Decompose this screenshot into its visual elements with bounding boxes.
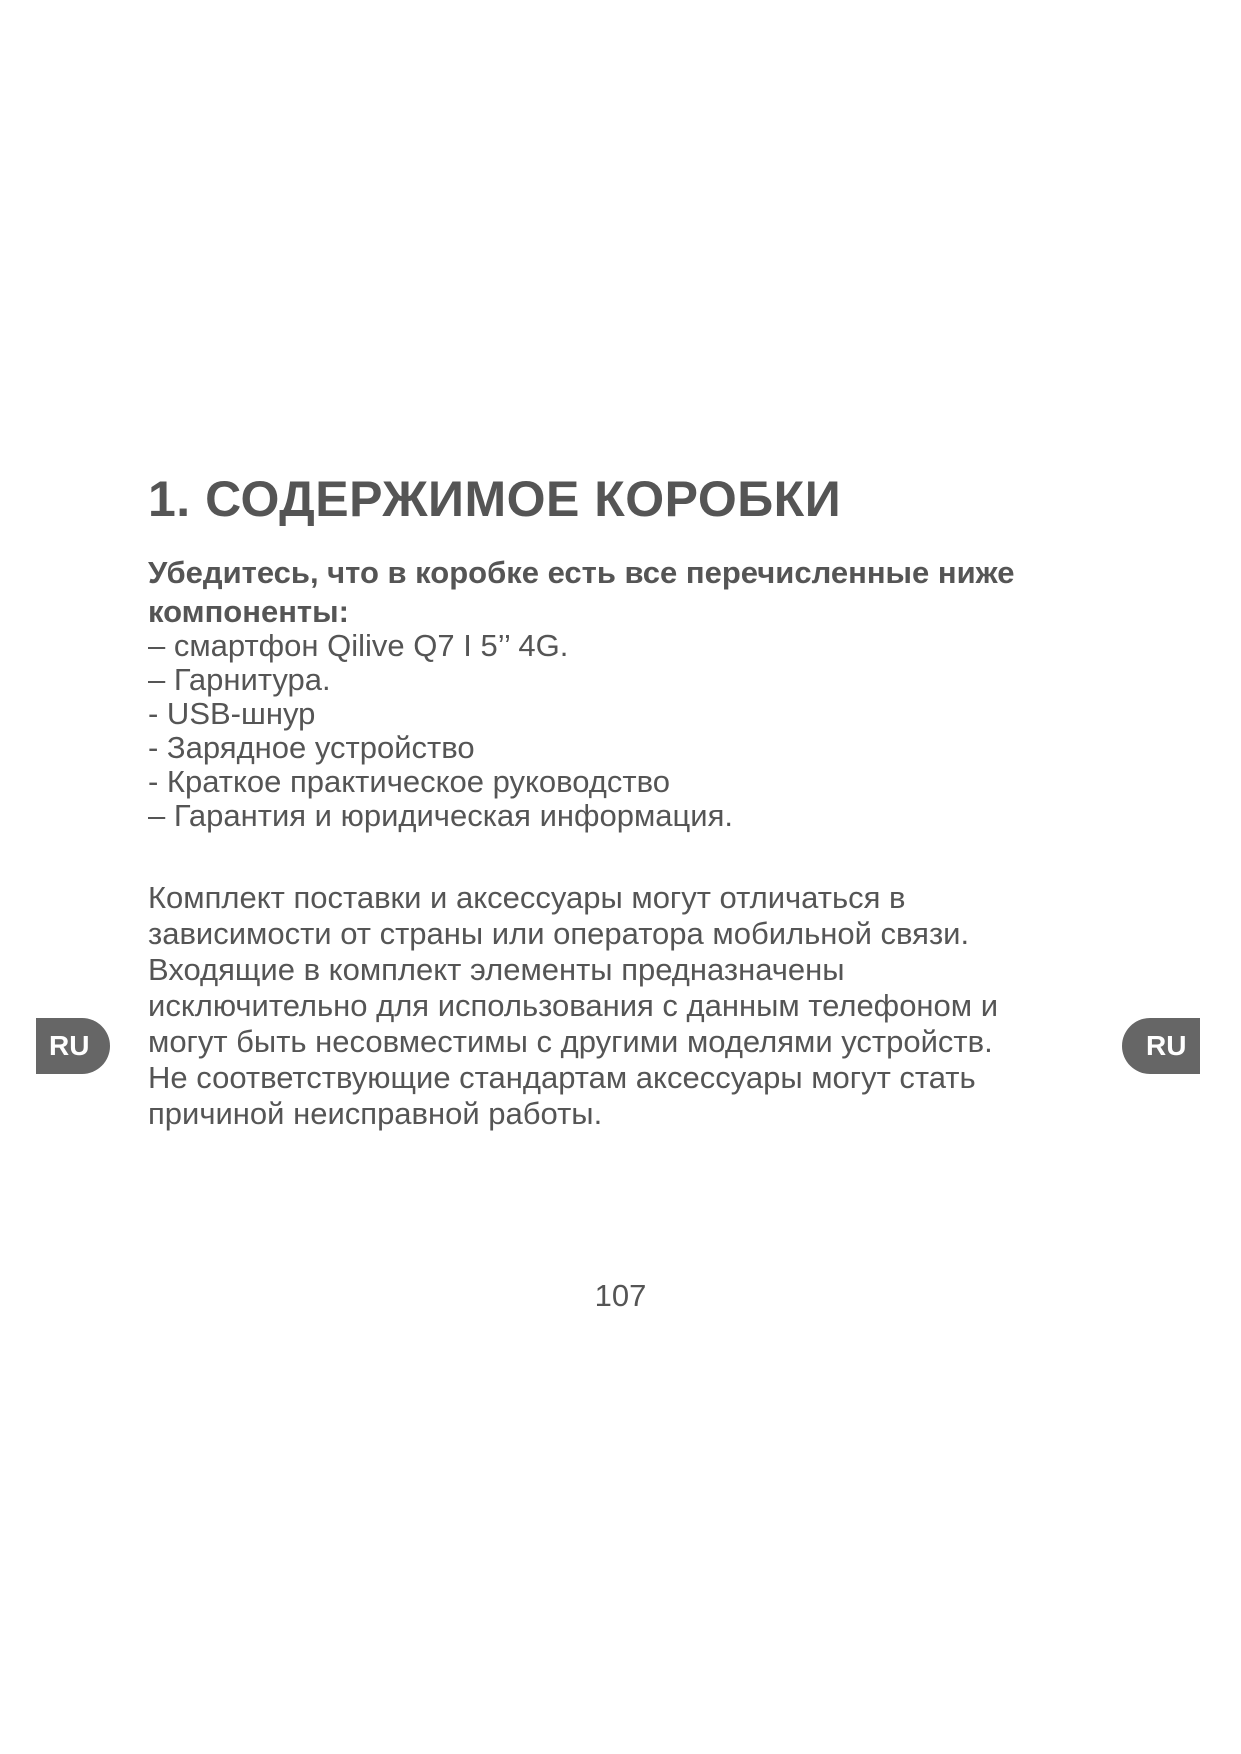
list-item: - Краткое практическое руководство bbox=[148, 764, 670, 799]
note-line: исключительно для использования с данным телефоном и bbox=[148, 988, 999, 1023]
language-tab-left: RU bbox=[36, 1018, 110, 1074]
list-item: - USB-шнур bbox=[148, 696, 316, 731]
list-item: – Гарнитура. bbox=[148, 662, 331, 697]
list-item: – Гарантия и юридическая информация. bbox=[148, 798, 734, 833]
note-line: Не соответствующие стандартам аксессуары могут стать bbox=[148, 1060, 976, 1095]
intro-text: Убедитесь, что в коробке есть все перечисленные ниже компоненты: bbox=[148, 555, 1015, 629]
list-item: – смартфон Qilive Q7 I 5’’ 4G. bbox=[148, 628, 569, 663]
accessories-note bbox=[148, 880, 1128, 1132]
language-tab-right: RU bbox=[1122, 1018, 1200, 1074]
list-item: - Зарядное устройство bbox=[148, 730, 475, 765]
box-contents-list bbox=[148, 629, 733, 833]
note-line: причиной неисправной работы. bbox=[148, 1096, 603, 1131]
note-line: зависимости от страны или оператора мобильной связи. bbox=[148, 916, 970, 951]
page-number: 107 bbox=[594, 1278, 647, 1313]
note-line: Входящие в комплект элементы предназначены bbox=[148, 952, 845, 987]
note-line: Комплект поставки и аксессуары могут отличаться в bbox=[148, 880, 906, 915]
section-heading: 1. СОДЕРЖИМОЕ КОРОБКИ bbox=[148, 471, 842, 527]
note-line: могут быть несовместимы с другими моделями устройств. bbox=[148, 1024, 993, 1059]
